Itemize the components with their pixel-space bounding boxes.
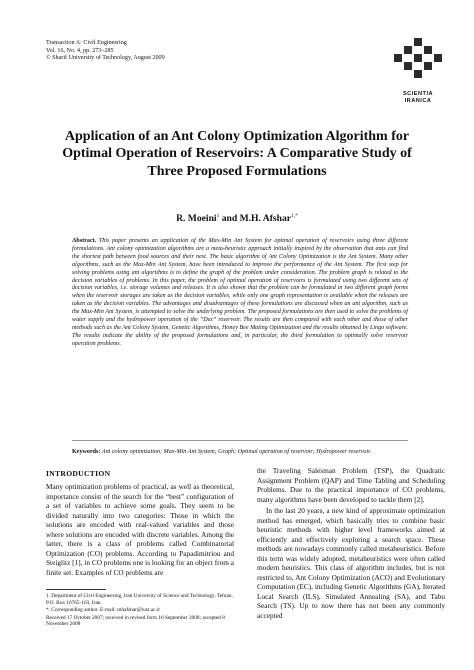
- abstract: [72, 238, 408, 349]
- author-1-affiliation: 1: [216, 213, 220, 219]
- keywords: [72, 449, 408, 457]
- logo-text-scientia: SCIENTIA: [402, 91, 434, 97]
- logo-text-iranica: IRANICA: [404, 97, 432, 104]
- footnote-affiliation: 1. Department of Civil Engineering, Iran University of Science and Technology, Tehran, P.O. Box 16765-163, Iran.: [46, 593, 233, 606]
- body-column-left: Many optimization problems of practical, as well as theoretical, importance consist of the search for the “best” configuration of a set of variables to achieve some goals. They seem to be divided naturally into two categories: Those in which the solutions are encoded with real-valued variables and those where solutions are encoded with discrete variables. Among the latter, there is a class of problems called Combinatorial Optimization (CO) problems. According to Papadimitriou and Steiglitz [1], in CO problems one is looking for an object from a finite set. Examples of CO problems are: [46, 482, 234, 577]
- keywords-text: Ant colony optimization; Max-Min Ant System; Graph; Optimal operation of reservoir; Hydropower reservoir.: [101, 449, 372, 455]
- abstract-label: Abstract.: [72, 238, 97, 244]
- keywords-label: Keywords:: [72, 449, 101, 455]
- paragraph: the Traveling Salesman Problem (TSP), the Quadratic Assignment Problem (QAP) and Time Tabling and Scheduling Problems. Due to the practical importance of CO problems, many algorithms have been developed to tackle them [2].: [257, 466, 445, 504]
- footnote-divider: [46, 589, 106, 590]
- journal-volume: Vol. 16, No. 4, pp. 273–285: [46, 47, 114, 54]
- footnote-received: Received 17 October 2007; received in revised form 16 September 2008; accepted 8 November 2008: [46, 614, 225, 628]
- abstract-text: This paper presents an application of the Max-Min Ant System for optimal operation of reservoirs using three different formulations. Ant colony optimization algorithms are a meta-heuristic approach initially inspired by the observation that ants can find the shortest path between food sources and their nest. The basic algorithm of Ant Colony Optimization is the Ant System. Many other algorithms, such as the Max-Min Ant System, have been introduced to improve the performance of the Ant System. The first step for solving problems using ant algorithms is to define the graph of the problem under consideration. The problem graph is related to the decision variables of problems. In this paper, the problem of optimal operation of reservoirs is formulated using two different sets of decision variables, i.e. storage volumes and releases. It is also shown that the problem can be formulated in two different graph forms when the reservoir storages are taken as the decision variables, while only one graph representation is available when the releases are taken as the decision variables. The advantages and disadvantages of these formulations are discussed when an ant algorithm, such as the Max-Min Ant System, is attempted to solve the underlying problem. The proposed formulations are then used to solve the problems of water supply and the hydropower operation of the “Dez” reservoir. The results are then compared with each other and those of other methods such as the Ant Colony System, Genetic Algorithms, Honey Bee Mating Optimization and the results obtained by Lingo software. The results indicate the ability of the proposed formulations and, in particular, the third formulation to optimally solve reservoir operation problems.: [72, 238, 408, 347]
- author-2-affiliation: 1,*: [291, 213, 298, 219]
- paragraph: In the last 20 years, a new kind of approximate optimization method has emerged, which basically tries to combine basic heuristic methods with higher level frameworks aimed at efficiently and effectively exploring a search space. These methods are nowadays commonly called metaheuristics. Before this term was widely adopted, metaheuristics were often called modern heuristics. This class of algorithm includes, but is not restricted to, Ant Colony Optimization (ACO) and Evolutionary Computation (EC), including Genetic Algorithms (GA), Iterated Local Search (ILS), Simulated Annealing (SA), and Tabu Search (TS). Up to now there has not been any commonly accepted: [257, 506, 445, 620]
- author-1: R. Moeini: [176, 213, 217, 225]
- paper-authors: [0, 213, 474, 224]
- abstract-divider: [72, 440, 408, 441]
- body-column-right: [257, 466, 445, 620]
- author-2: and M.H. Afshar: [219, 213, 292, 225]
- logo-emblem-icon: [390, 36, 446, 86]
- footnotes: [46, 593, 234, 629]
- journal-info: [46, 40, 165, 63]
- journal-title: Transaction A: Civil Engineering: [46, 40, 127, 46]
- footnote-corresponding: *. Corresponding author. E-mail: mhafshar@iust.ac.ir: [46, 607, 161, 614]
- journal-copyright: © Sharif University of Technology, August 2009: [46, 55, 165, 62]
- section-heading-introduction: INTRODUCTION: [46, 469, 111, 478]
- journal-logo: [390, 36, 446, 106]
- paper-title: Application of an Ant Colony Optimization Algorithm for Optimal Operation of Reservoirs: A Comparative Study of Three Proposed Formulations: [62, 129, 412, 179]
